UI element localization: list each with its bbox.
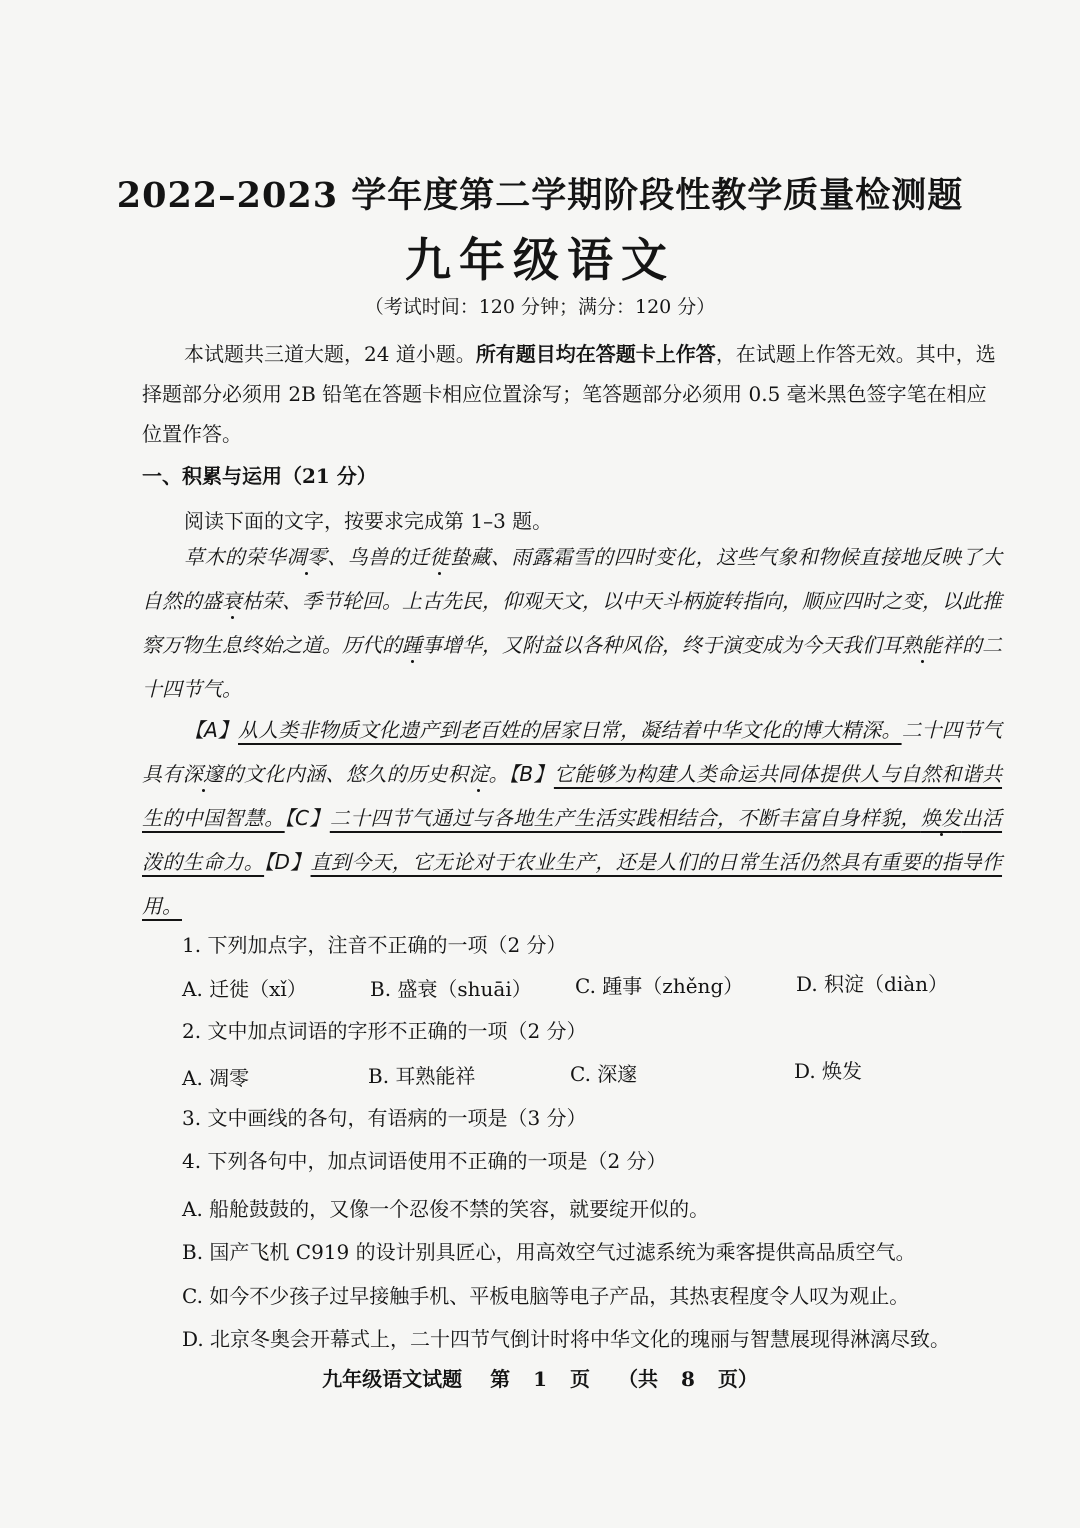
dotted-word: 耳熟能祥 (882, 633, 962, 657)
q2-option-a: A. 凋零 (182, 1066, 250, 1090)
passage-text: 。 (488, 762, 509, 786)
q1-option-a: A. 迁徙（xǐ） (182, 977, 307, 1001)
q2-option-b: B. 耳熟能祥 (368, 1064, 476, 1088)
exam-info: （考试时间：120 分钟；满分：120 分） (364, 296, 716, 318)
passage-text: 的文化内涵、悠久的历史积 (223, 762, 469, 786)
passage-text: 蛰藏、雨露霜雪的四时变化，这些气象和物候直接地反映了大自然的盛 (142, 545, 1003, 613)
instructions-text-rest: ，在试题上作答无效。其中，选择题部分必须用 2B 铅笔在答题卡相应位置涂写；笔答题部分必须用 0.5 毫米黑色签字笔在相应位置作答。 (142, 342, 996, 446)
dotted-word: 凋零 (286, 545, 328, 569)
exam-instructions (142, 334, 1002, 454)
underlined-sentence-d: 直到今天，它无论对于农业生产，还是人们的日常生活仍然具有重要的指导作用。 (142, 850, 1003, 918)
footer-total-pages: （共 8 页） (618, 1367, 758, 1391)
passage-paragraph-2 (142, 708, 1002, 928)
passage-paragraph-1 (142, 535, 1002, 711)
section-heading: 一、积累与运用（21 分） (142, 464, 377, 488)
sentence-label-d: 【D】 (264, 850, 311, 874)
q1-option-d: D. 积淀（diàn） (796, 972, 949, 996)
question-1: 1. 下列加点字，注音不正确的一项（2 分） (182, 933, 567, 957)
exam-title: 2022–2023 学年度第二学期阶段性教学质量检测题 (116, 175, 964, 216)
passage-text: 事增华，又附益以各种风俗，终于演变成为今天我们 (422, 633, 882, 657)
passage-text: 二十四节气具有 (142, 718, 1003, 786)
underlined-sentence-b: 它能够为构建人类命运共同体提供人与自然和谐共生的中国智慧。 (142, 762, 1003, 830)
dotted-word: 深邃 (182, 762, 224, 786)
sentence-label-b: 【B】 (509, 762, 554, 786)
passage-text: 的二十四节气。 (142, 633, 1002, 701)
footer-name: 九年级语文试题 (322, 1367, 463, 1391)
reading-instruction: 阅读下面的文字，按要求完成第 1–3 题。 (184, 509, 553, 533)
q4-option-c: C. 如今不少孩子过早接触手机、平板电脑等电子产品，其热衷程度令人叹为观止。 (182, 1284, 910, 1308)
q1-option-b: B. 盛衰（shuāi） (370, 977, 532, 1001)
instructions-text: 本试题共三道大题，24 道小题。 (184, 342, 476, 366)
passage-text: 二十四节气通过与各地生产生活实践相结合，不断丰富自身样貌， (329, 806, 921, 830)
question-2: 2. 文中加点词语的字形不正确的一项（2 分） (182, 1019, 587, 1043)
dotted-char: 淀 (468, 762, 489, 786)
question-4: 4. 下列各句中，加点词语使用不正确的一项是（2 分） (182, 1149, 667, 1173)
passage-text: 、鸟兽的迁 (327, 545, 430, 569)
dotted-char: 徙 (429, 545, 451, 569)
q2-option-d: D. 焕发 (794, 1059, 863, 1083)
underlined-sentence-a: 从人类非物质文化遗产到老百姓的居家日常，凝结着中华文化的博大精深。 (238, 718, 902, 742)
passage-text: 出活泼的生命力。 (142, 806, 1003, 874)
passage-text: 枯荣、季节轮回。上古先民，仰观天文，以中天斗柄旋转指向，顺应四时之变，以此推察万物生息终始之道。历代的 (142, 589, 1002, 657)
dotted-char: 踵 (402, 633, 422, 657)
dotted-word: 焕发 (920, 806, 962, 830)
q4-option-d: D. 北京冬奥会开幕式上，二十四节气倒计时将中华文化的瑰丽与智慧展现得淋漓尽致。 (182, 1327, 951, 1351)
page-footer (0, 1363, 1080, 1392)
passage-text: 草木的荣华 (184, 545, 287, 569)
q4-option-a: A. 船舱鼓鼓的，又像一个忍俊不禁的笑容，就要绽开似的。 (182, 1197, 710, 1221)
footer-page-number: 第 1 页 (490, 1367, 590, 1391)
dotted-char: 衰 (222, 589, 242, 613)
sentence-label-c: 【C】 (284, 806, 330, 830)
q1-option-c: C. 踵事（zhěng） (575, 974, 744, 998)
q4-option-b: B. 国产飞机 C919 的设计别具匠心，用高效空气过滤系统为乘客提供高品质空气。 (182, 1240, 916, 1264)
q2-option-c: C. 深邃 (570, 1062, 638, 1086)
question-3: 3. 文中画线的各句，有语病的一项是（3 分） (182, 1106, 587, 1130)
instructions-emphasis: 所有题目均在答题卡上作答 (475, 342, 716, 366)
sentence-label-a: 【A】 (184, 718, 239, 742)
exam-subject: 九年级语文 (405, 233, 675, 287)
